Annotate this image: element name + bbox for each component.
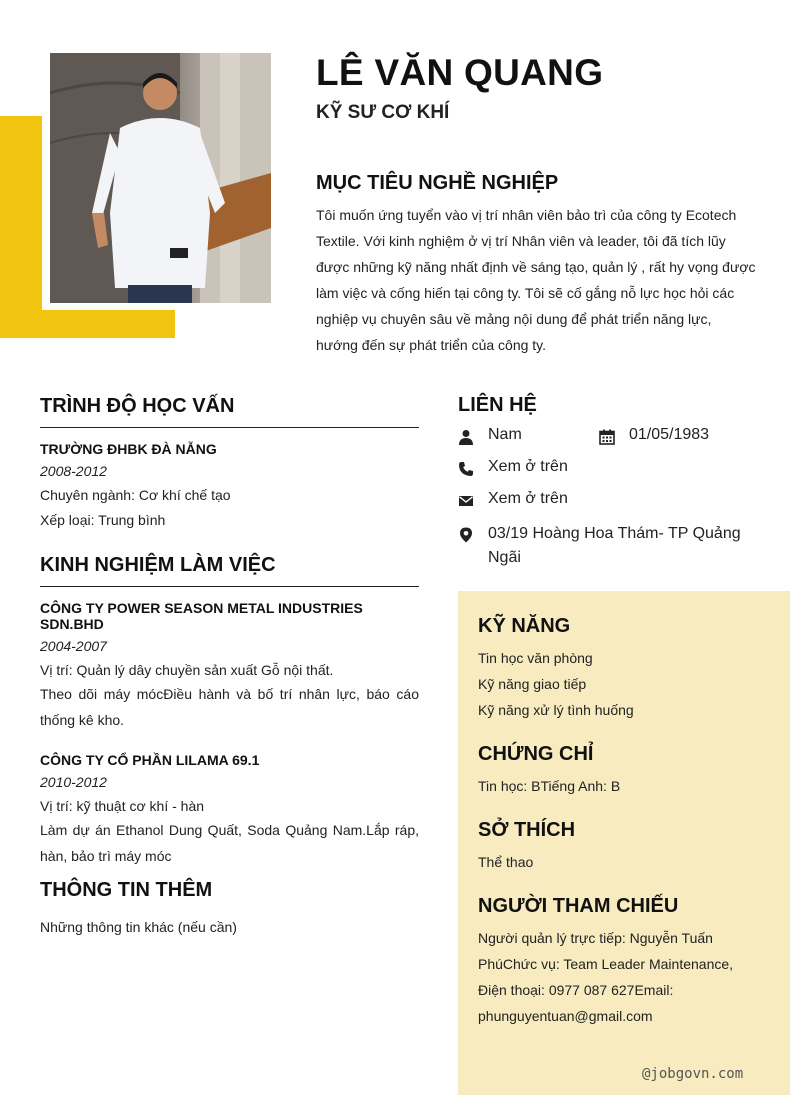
job-years: 2010-2012	[40, 774, 107, 790]
skills-heading: KỸ NĂNG	[478, 615, 571, 637]
experience-section	[40, 554, 419, 869]
contact-phone	[458, 458, 568, 477]
email-icon	[458, 493, 474, 509]
job-description: Theo dõi máy mócĐiều hành và bố trí nhân lực, báo cáo thống kê kho.	[40, 686, 419, 728]
references-heading: NGƯỜI THAM CHIẾU	[478, 895, 679, 917]
references-text: Người quản lý trực tiếp: Nguyễn Tuấn PhúChức vụ: Team Leader Maintenance, Điện thoại: 0977 087 627Email: phunguyentuan@gmail.com	[478, 930, 734, 1024]
education-divider	[40, 427, 419, 428]
contact-address	[458, 522, 758, 570]
job-entry	[40, 600, 419, 733]
contact-heading: LIÊN HỆ	[458, 394, 537, 416]
experience-divider	[40, 586, 419, 587]
side-panel	[458, 591, 790, 1095]
dob-value: 01/05/1983	[629, 426, 710, 443]
person-icon	[458, 429, 474, 445]
job-company: CÔNG TY POWER SEASON METAL INDUSTRIES SDN.BHD	[40, 600, 363, 632]
references-section	[478, 895, 740, 1029]
phone-value: Xem ở trên	[488, 458, 568, 475]
job-description: Làm dự án Ethanol Dung Quất, Soda Quảng Nam.Lắp ráp, hàn, bảo trì máy móc	[40, 822, 419, 864]
certificates-section	[478, 743, 620, 799]
objective-text: Tôi muốn ứng tuyển vào vị trí nhân viên bảo trì của công ty Ecotech Textile. Với kinh nghiệm ở vị trí Nhân viên và leader, tôi đã tích lũy được những kỹ năng nhất định về sáng tạo, quản lý , rất hy vọng được làm việc và cống hiến tại công ty. Tôi sẽ cố gắng nỗ lực học hỏi các nghiệp vụ chuyên sâu về mảng nội dung để phát triển năng lực, hướng đến sự phát triển của công ty.	[316, 207, 756, 353]
skill-item: Tin học văn phòng	[478, 650, 593, 666]
job-entry	[40, 752, 419, 869]
hobbies-section	[478, 819, 575, 875]
objective-heading: MỤC TIÊU NGHỀ NGHIỆP	[316, 172, 559, 194]
hobbies-text: Thể thao	[478, 854, 534, 870]
education-section	[40, 395, 419, 528]
profile-photo	[50, 53, 271, 303]
accent-block-horizontal	[0, 310, 175, 338]
job-company: CÔNG TY CỔ PHẦN LILAMA 69.1	[40, 752, 260, 768]
email-value: Xem ở trên	[488, 490, 568, 507]
school-name: TRƯỜNG ĐHBK ĐÀ NẴNG	[40, 441, 217, 457]
watermark: @jobgovn.com	[642, 1066, 744, 1082]
education-grade: Xếp loại: Trung bình	[40, 512, 166, 528]
contact-gender	[458, 426, 522, 445]
job-years: 2004-2007	[40, 638, 107, 654]
calendar-icon	[599, 429, 615, 445]
certificates-text: Tin học: BTiếng Anh: B	[478, 778, 621, 794]
experience-heading: KINH NGHIỆM LÀM VIỆC	[40, 554, 276, 576]
education-major: Chuyên ngành: Cơ khí chế tạo	[40, 487, 231, 503]
job-position: Vị trí: kỹ thuật cơ khí - hàn	[40, 798, 205, 814]
contact-dob	[599, 426, 709, 445]
education-heading: TRÌNH ĐỘ HỌC VẤN	[40, 395, 235, 417]
candidate-name: LÊ VĂN QUANG	[316, 52, 604, 93]
skill-item: Kỹ năng xử lý tình huống	[478, 702, 634, 718]
skills-section	[478, 615, 634, 723]
hobbies-heading: SỞ THÍCH	[478, 819, 576, 841]
phone-icon	[458, 461, 474, 477]
extra-info-heading: THÔNG TIN THÊM	[40, 879, 213, 901]
job-title: KỸ SƯ CƠ KHÍ	[316, 102, 450, 123]
location-icon	[458, 527, 474, 543]
extra-info-text: Những thông tin khác (nếu cần)	[40, 919, 237, 935]
job-position: Vị trí: Quản lý dây chuyền sản xuất Gỗ nội thất.	[40, 662, 334, 678]
accent-block-vertical	[0, 116, 42, 338]
address-value: 03/19 Hoàng Hoa Thám- TP Quảng Ngãi	[488, 525, 741, 566]
extra-info-section	[40, 879, 419, 935]
contact-email	[458, 490, 568, 509]
certificates-heading: CHỨNG CHỈ	[478, 743, 594, 765]
education-years: 2008-2012	[40, 463, 107, 479]
skill-item: Kỹ năng giao tiếp	[478, 676, 587, 692]
gender-value: Nam	[488, 426, 522, 443]
